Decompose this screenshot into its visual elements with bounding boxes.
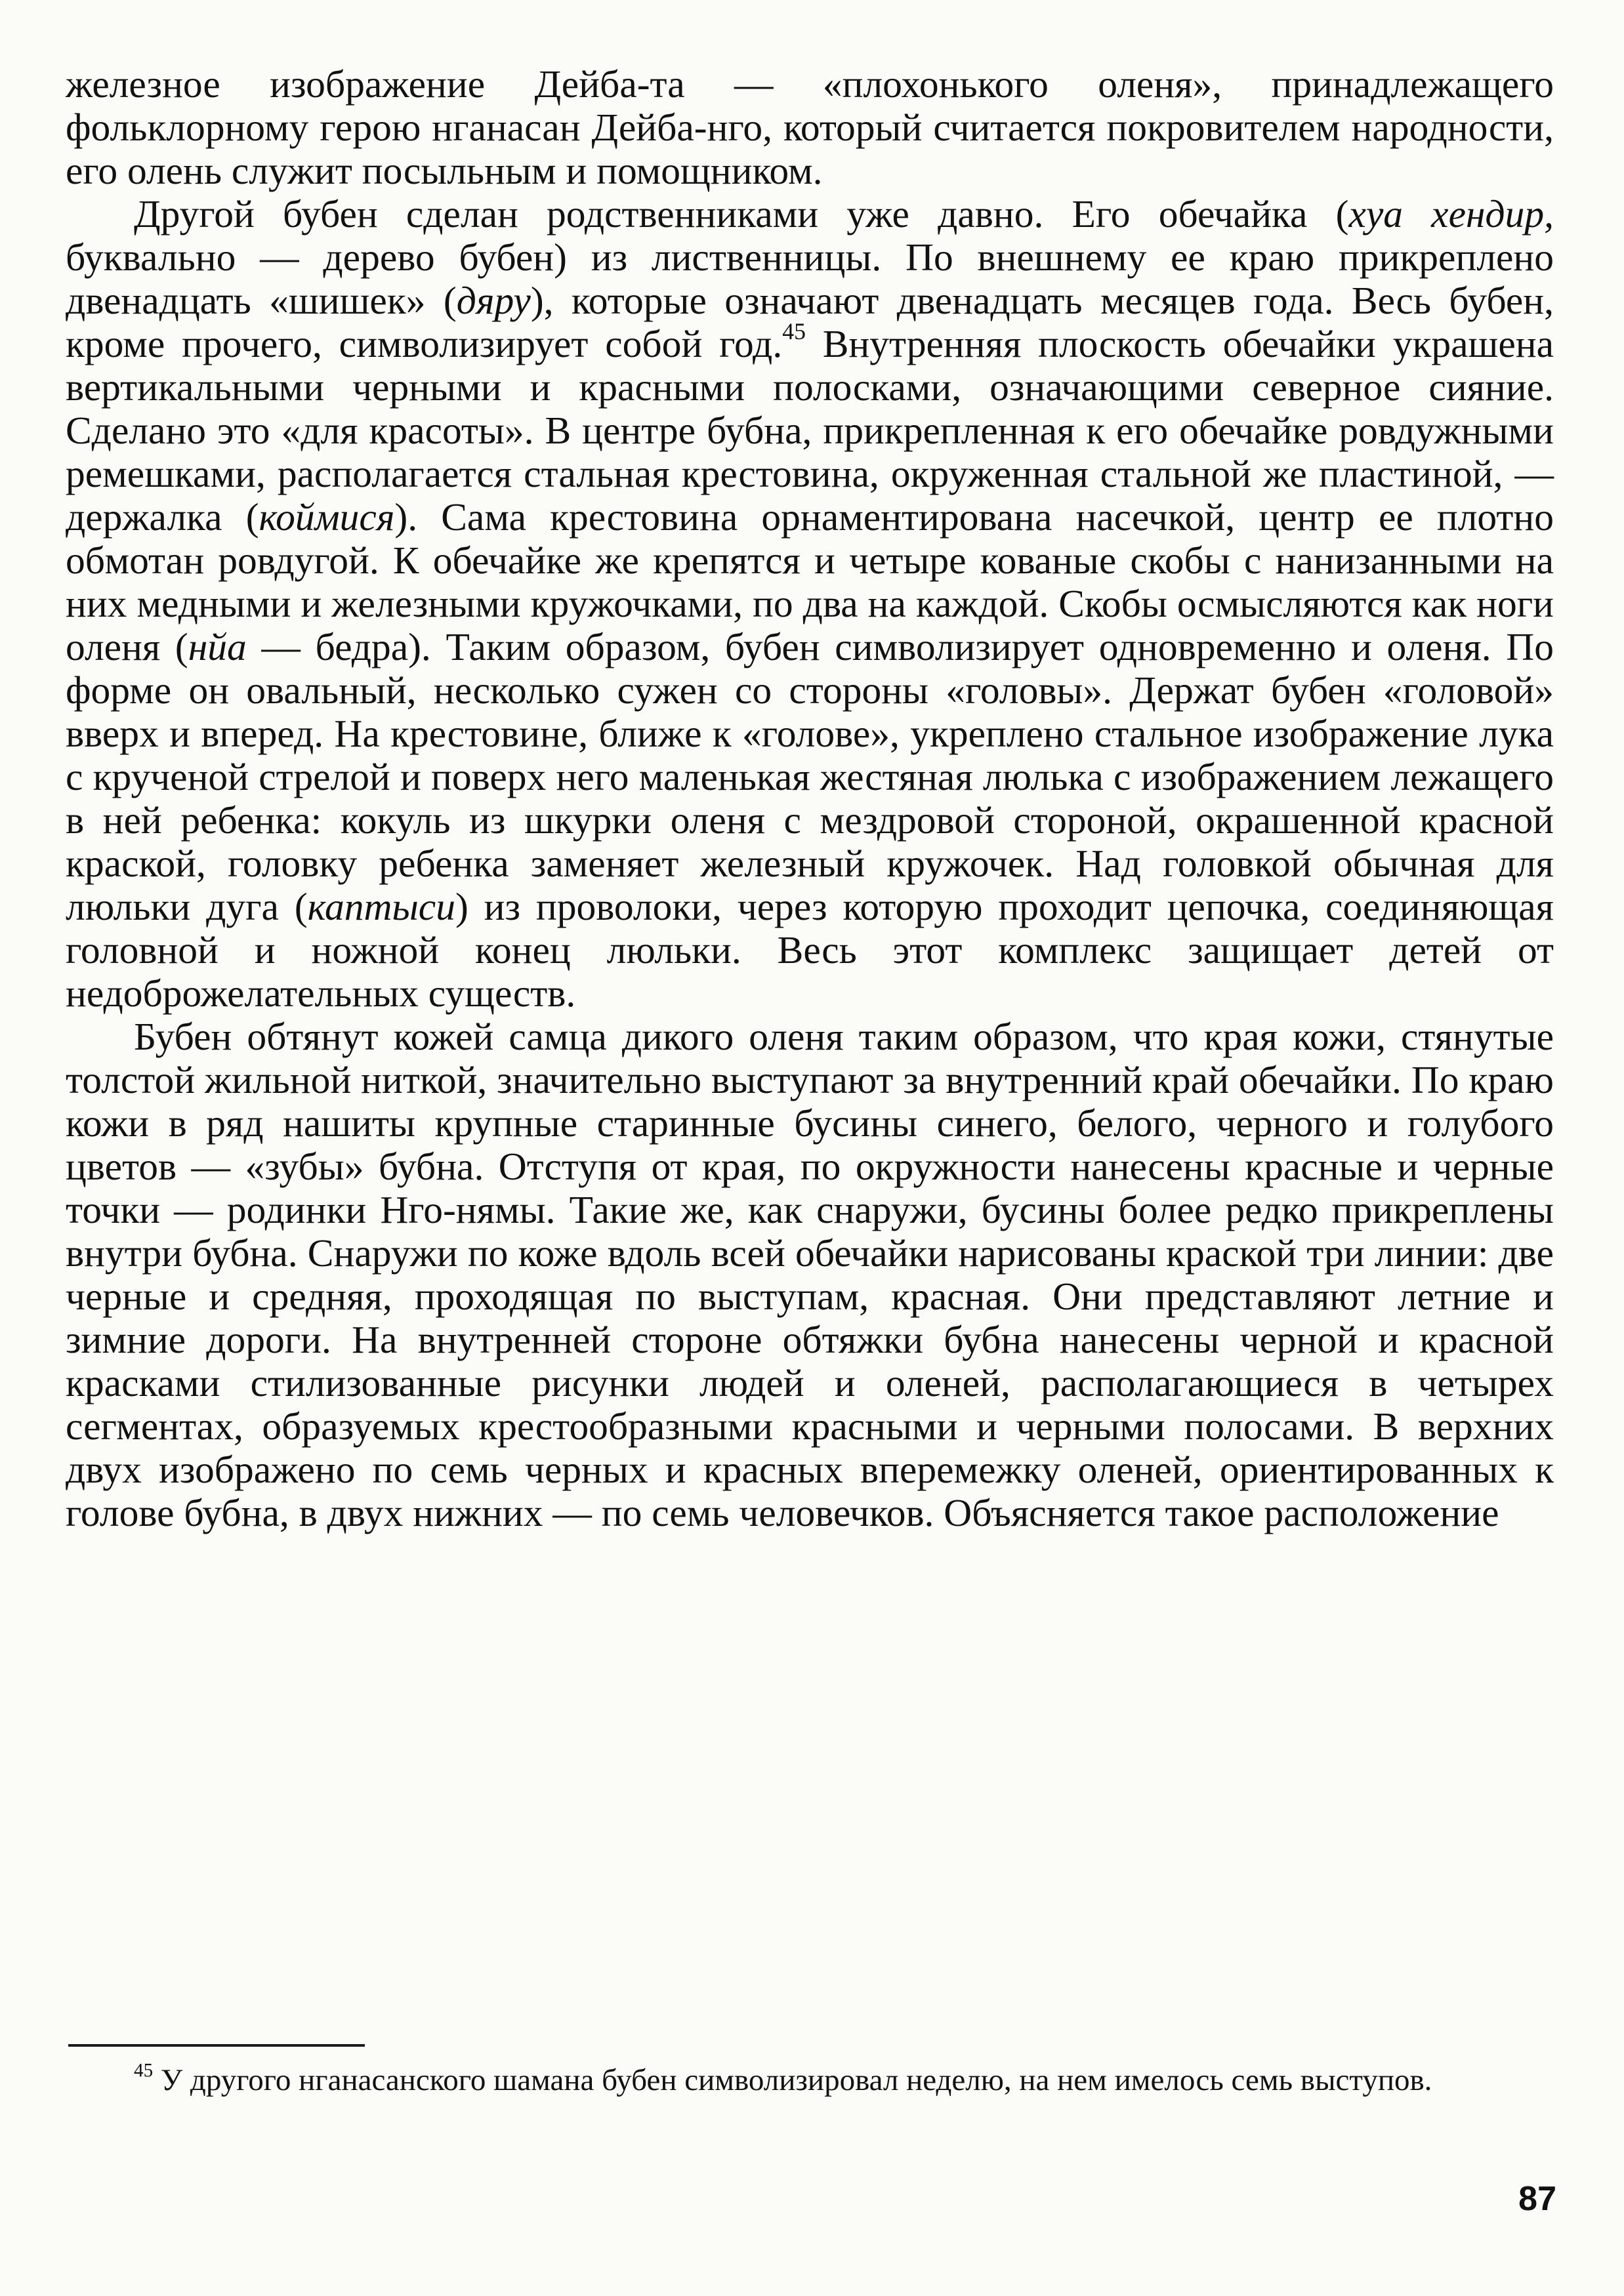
text-run: Внутренняя плоскость обечайки украшена вертикальными черными и красными полосками, означающими северное сияние. Сделано это «для красоты». В центре бубна, прикрепленная к его обечайке ровдужными ремешками, располагается стальная крестовина, окруженная стальной же пластиной, — держалка (: [66, 322, 1554, 539]
main-text: [66, 62, 1554, 1534]
footnote-text: У другого нганасанского шамана бубен символизировал неделю, на нем имелось семь выступов.: [153, 2063, 1432, 2097]
text-run: — бедра). Таким образом, бубен символизирует одновременно и оленя. По форме он овальный, несколько сужен со стороны «головы». Держат бубен «головой» вверх и вперед. На крестовине, ближе к «голове», укреплено стальное изображение лука с крученой стрелой и поверх него маленькая жестяная люлька с изображением лежащего в ней ребенка: кокуль из шкурки оленя с мездровой стороной, окрашенной красной краской, головку ребенка заменяет железный кружочек. Над головкой обычная для люльки дуга (: [66, 625, 1554, 928]
italic-term: дяру: [456, 279, 531, 322]
italic-term: хуа хендир,: [1348, 192, 1554, 236]
footnote-mark: 45: [134, 2060, 154, 2081]
paragraph-second-drum: [66, 192, 1554, 1015]
paragraph-continuation: железное изображение Дейба-та — «плохонького оленя», принадлежащего фольклорному герою нганасан Дейба-нго, который считается покровителем народности, его олень служит посыльным и помощником.: [66, 62, 1554, 192]
footnote-divider: [68, 2044, 365, 2047]
italic-term: нйа: [188, 625, 247, 668]
footnote: [66, 2060, 1554, 2098]
page-number: 87: [1518, 2180, 1556, 2218]
text-run: ) из проволоки, через которую проходит цепочка, соединяющая головной и ножной конец люльки. Весь этот комплекс защищает детей от недоброжелательных существ.: [66, 885, 1554, 1015]
footnote-reference: 45: [782, 318, 806, 345]
italic-term: каптыси: [307, 885, 455, 928]
italic-term: коймися: [259, 495, 395, 539]
footnote-body: [66, 2060, 1554, 2098]
text-run: ). Сама крестовина орнаментирована насечкой, центр ее плотно обмотан ровдугой. К обечайке же крепятся и четыре кованые скобы с нанизанными на них медными и железными кружочками, по два на каждой. Скобы осмысляются как ноги оленя (: [66, 495, 1554, 668]
text-run: буквально — дерево бубен) из лиственницы. По внешнему ее краю прикреплено двенадцать «шишек» (: [66, 236, 1554, 322]
text-run: ), которые означают двенадцать месяцев года. Весь бубен, кроме прочего, символизирует собой год.: [66, 279, 1554, 365]
text-run: Другой бубен сделан родственниками уже давно. Его обечайка (: [134, 192, 1349, 236]
paragraph-drum-skin: Бубен обтянут кожей самца дикого оленя таким образом, что края кожи, стянутые толстой жильной ниткой, значительно выступают за внутренний край обечайки. По краю кожи в ряд нашиты крупные старинные бусины синего, белого, черного и голубого цветов — «зубы» бубна. Отступя от края, по окружности нанесены красные и черные точки — родинки Нго-нямы. Такие же, как снаружи, бусины более редко прикреплены внутри бубна. Снаружи по коже вдоль всей обечайки нарисованы краской три линии: две черные и средняя, проходящая по выступам, красная. Они представляют летние и зимние дороги. На внутренней стороне обтяжки бубна нанесены черной и красной красками стилизованные рисунки людей и оленей, располагающиеся в четырех сегментах, образуемых крестообразными красными и черными полосами. В верхних двух изображено по семь черных и красных вперемежку оленей, ориентированных к голове бубна, в двух нижних — по семь человечков. Объясняется такое расположение: [66, 1015, 1554, 1534]
